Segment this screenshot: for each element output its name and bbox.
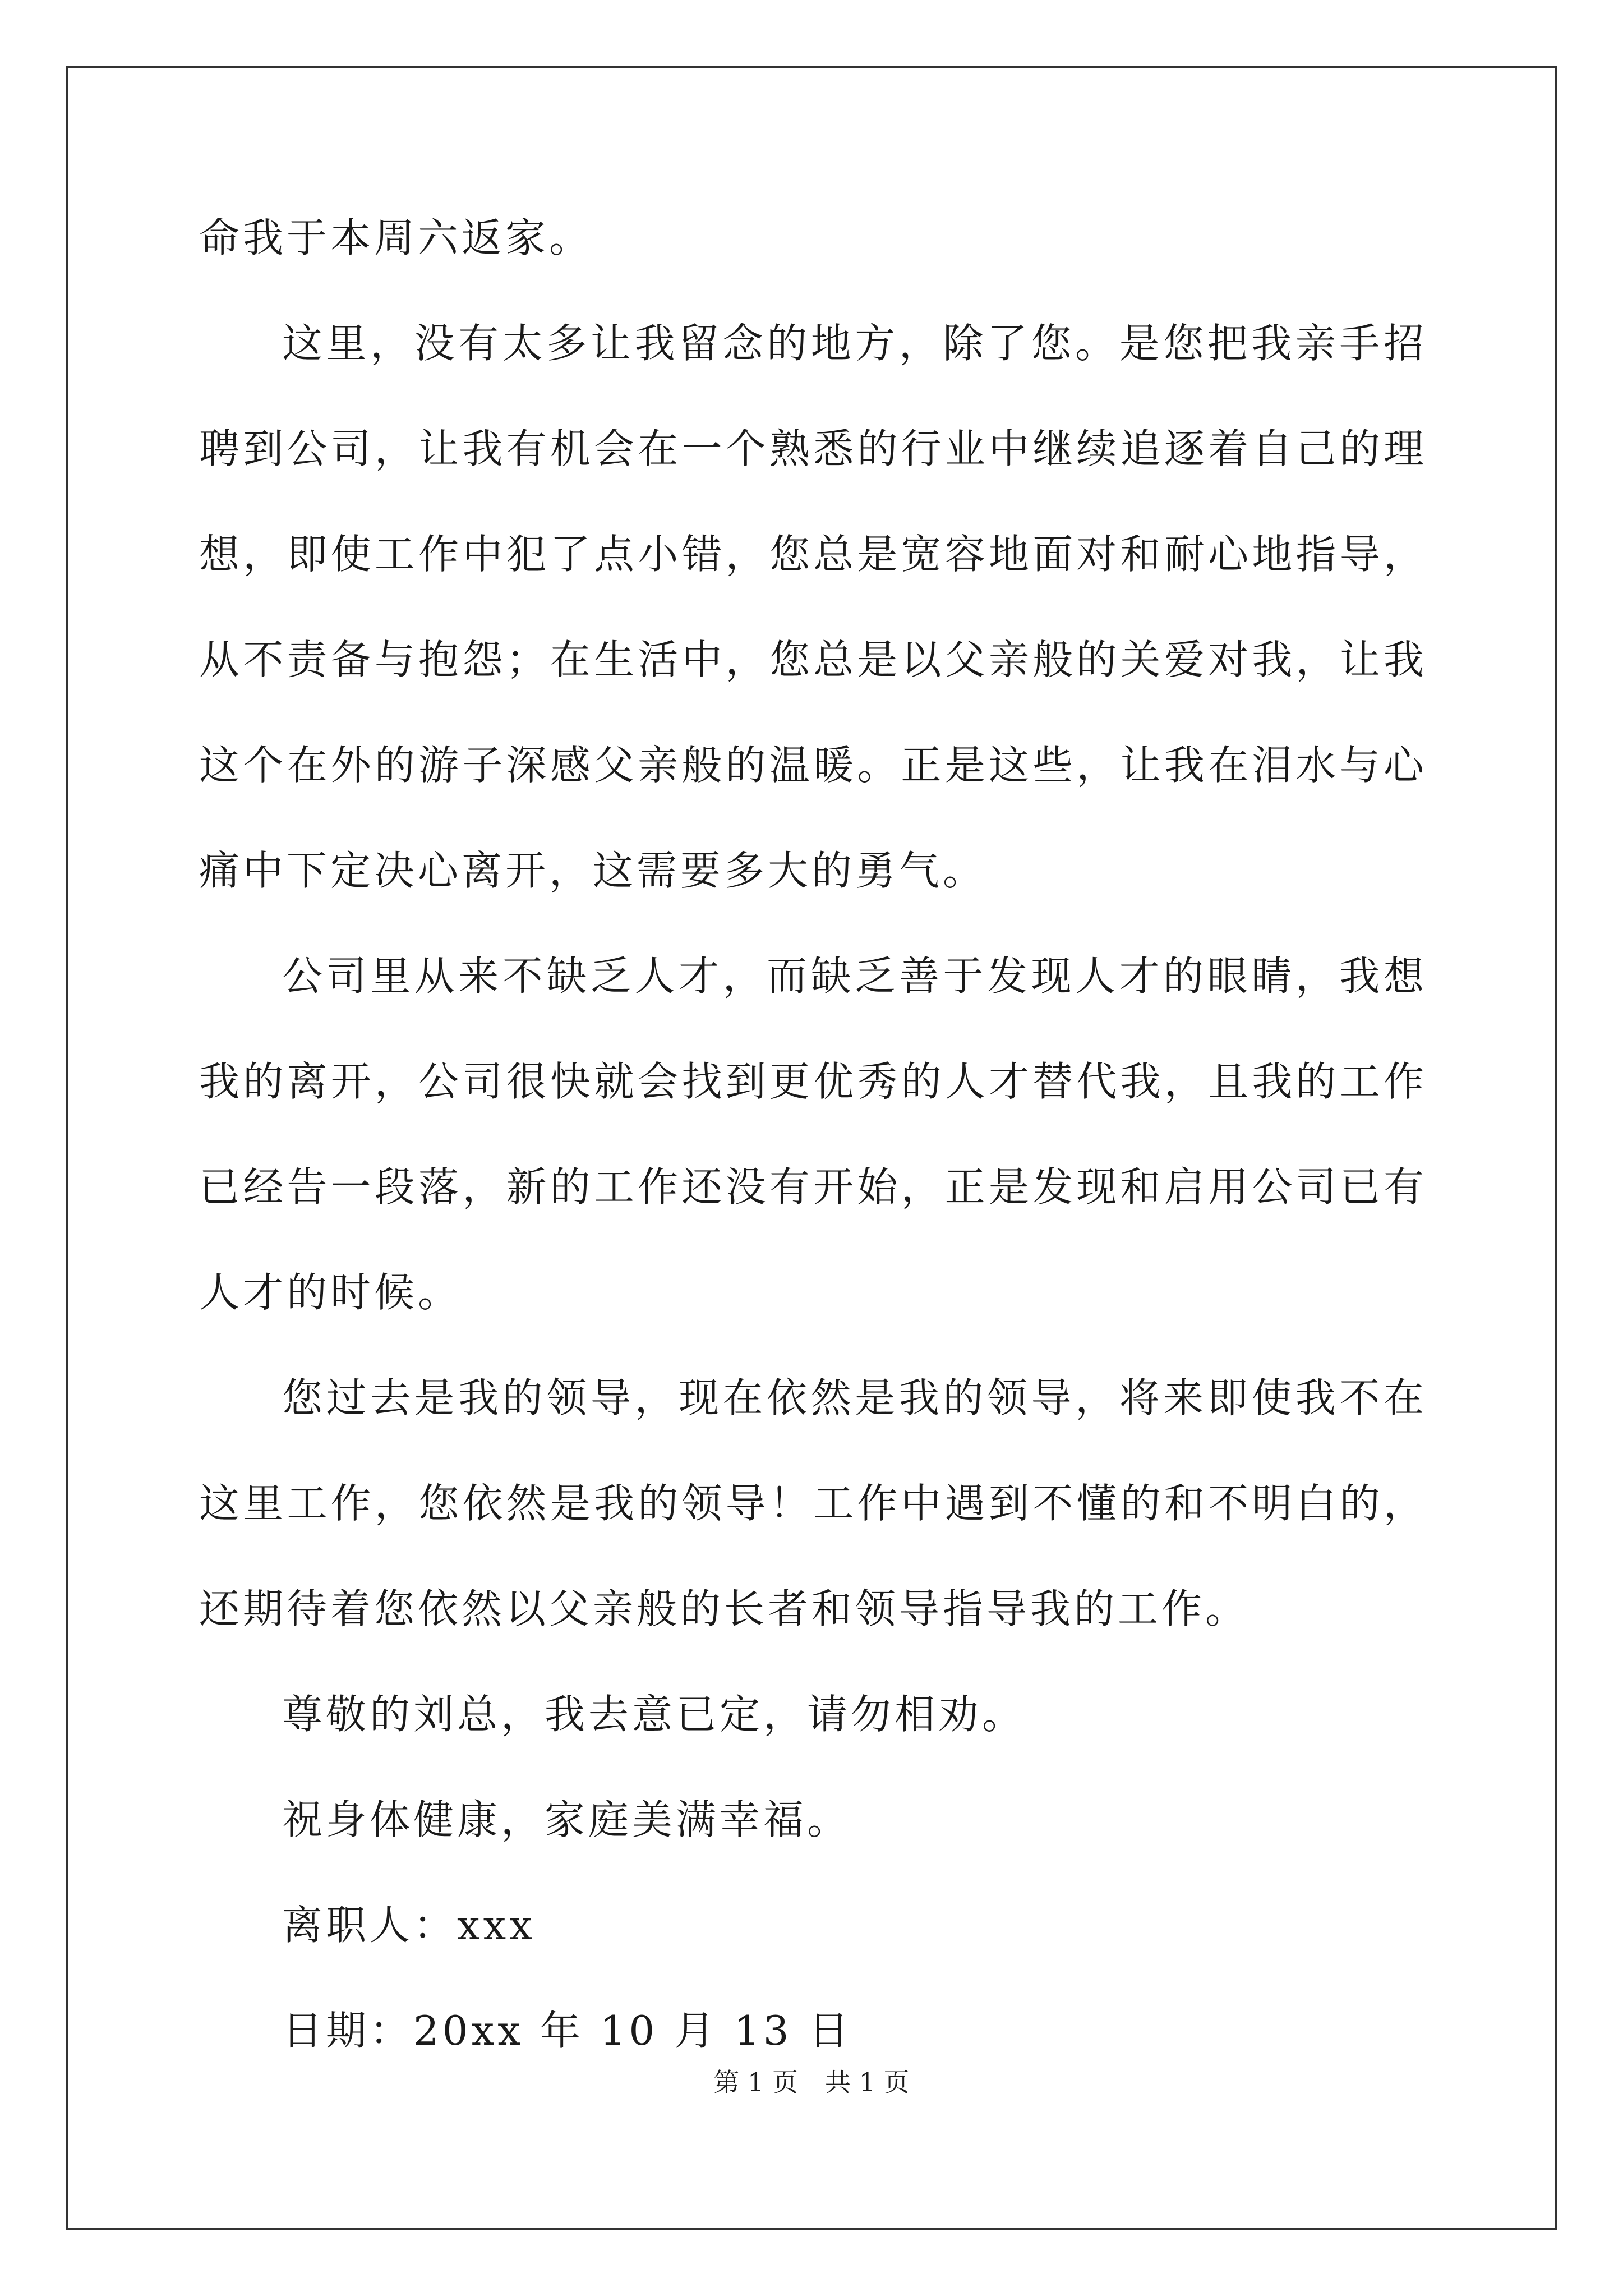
date-line: 日期：20xx 年 10 月 13 日 bbox=[282, 2007, 852, 2054]
paragraph-talent: 公司里从来不缺乏人才，而缺乏善于发现人才的眼睛，我想我的离开，公司很快就会找到更优秀的人才替代我，且我的工作已经告一段落，新的工作还没有开始，正是发现和启用公司已有人才的时候。 bbox=[199, 953, 1427, 1316]
page-total: 共 1 页 bbox=[825, 2067, 910, 2097]
paragraph-gratitude: 这里，没有太多让我留念的地方，除了您。是您把我亲手招聘到公司，让我有机会在一个熟悉的行业中继续追逐着自己的理想，即使工作中犯了点小错，您总是宽容地面对和耐心地指导，从不责备与抱怨；在生活中，您总是以父亲般的关爱对我，让我这个在外的游子深感父亲般的温暖。正是这些，让我在泪水与心痛中下定决心离开，这需要多大的勇气。 bbox=[199, 320, 1427, 894]
page-number: 第 1 页 bbox=[713, 2067, 798, 2097]
page-footer bbox=[0, 2065, 1623, 2099]
document-body bbox=[199, 185, 1427, 2083]
paragraph-wishes: 祝身体健康，家庭美满幸福。 bbox=[282, 1796, 851, 1843]
paragraph-decision: 尊敬的刘总，我去意已定，请勿相劝。 bbox=[282, 1691, 1026, 1738]
paragraph-closing-line: 命我于本周六返家。 bbox=[199, 214, 593, 261]
paragraph-leader: 您过去是我的领导，现在依然是我的领导，将来即使我不在这里工作，您依然是我的领导！工作中遇到不懂的和不明白的，还期待着您依然以父亲般的长者和领导指导我的工作。 bbox=[199, 1374, 1427, 1632]
signature-line: 离职人：xxx bbox=[282, 1902, 536, 1949]
